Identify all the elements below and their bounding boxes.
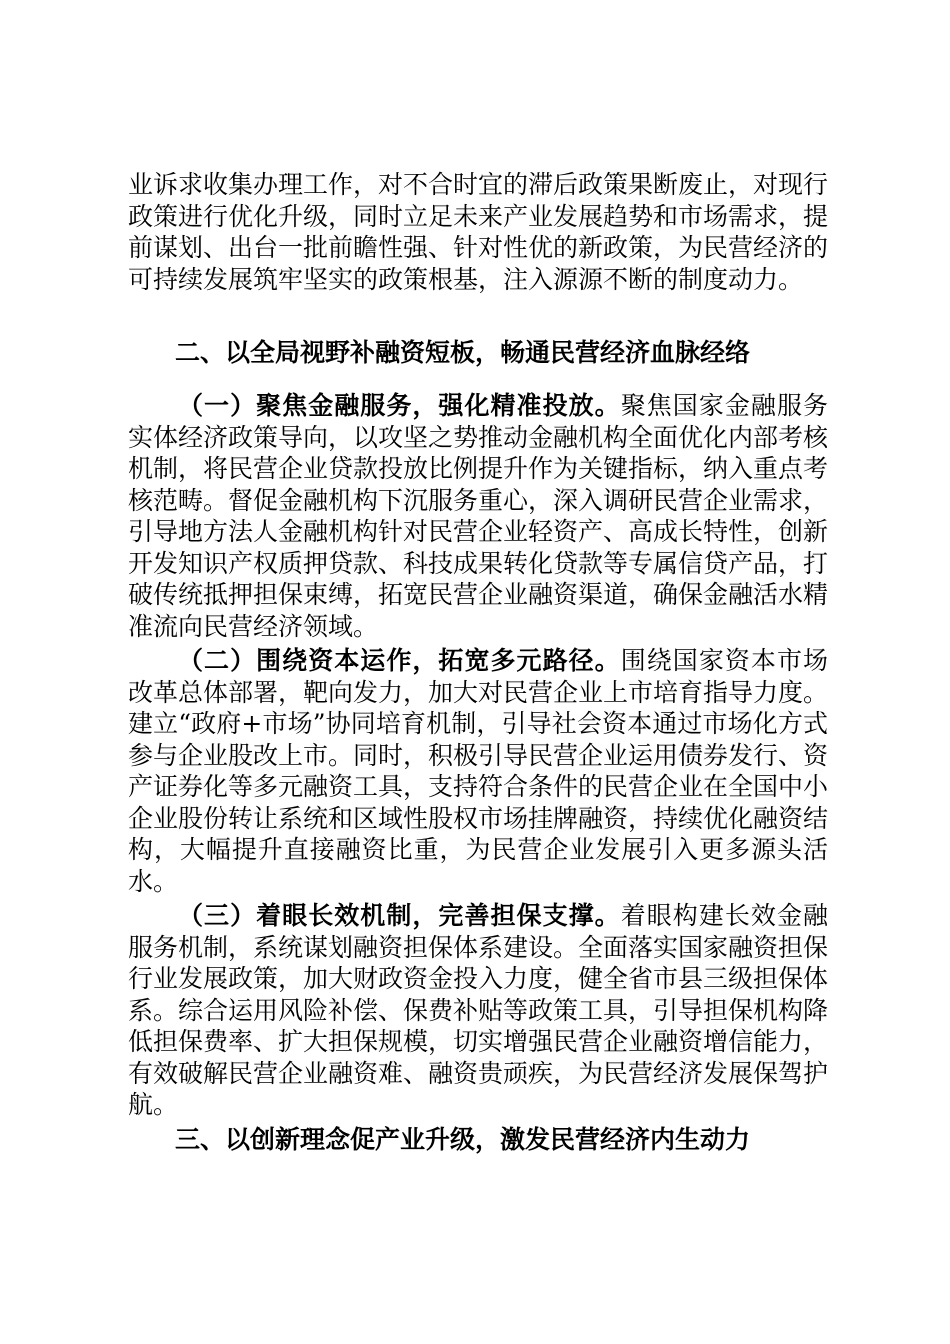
paragraph-continuation: 业诉求收集办理工作，对不合时宜的滞后政策果断废止，对现行政策进行优化升级，同时立足未来产业发展趋势和市场需求，提前谋划、出台一批前瞻性强、针对性优的新政策，为民营经济的可持续发展筑牢坚实的政策根基，注入源源不断的制度动力。 — [128, 170, 829, 294]
paragraph-item-2 — [128, 645, 828, 897]
paragraph-item-1 — [128, 390, 828, 642]
item-3-body: 着眼构建长效金融服务机制，系统谋划融资担保体系建设。全面落实国家融资担保行业发展政策，加大财政资金投入力度，健全省市县三级担保体系。综合运用风险补偿、保费补贴等政策工具，引导担保机构降低担保费率、扩大担保规模，切实增强民营企业融资增信能力，有效破解民营企业融资难、融资贵顽疾，为民营经济发展保驾护航。 — [128, 901, 829, 1119]
item-2-body: 围绕国家资本市场改革总体部署，靶向发力，加大对民营企业上市培育指导力度。建立“政府+市场”协同培育机制，引导社会资本通过市场化方式参与企业股改上市。同时，积极引导民营企业运用债券发行、资产证券化等多元融资工具，支持符合条件的民营企业在全国中小企业股份转让系统和区域性股权市场挂牌融资，持续优化融资结构，大幅提升直接融资比重，为民营企业发展引入更多源头活水。 — [128, 646, 829, 896]
section-heading-3: 三、以创新理念促产业升级，激发民营经济内生动力 — [175, 1125, 751, 1154]
item-1-body: 聚焦国家金融服务实体经济政策导向，以攻坚之势推动金融机构全面优化内部考核机制，将民营企业贷款投放比例提升作为关键指标，纳入重点考核范畴。督促金融机构下沉服务重心，深入调研民营企业需求，引导地方法人金融机构针对民营企业轻资产、高成长特性，创新开发知识产权质押贷款、科技成果转化贷款等专属信贷产品，打破传统抵押担保束缚，拓宽民营企业融资渠道，确保金融活水精准流向民营经济领域。 — [128, 391, 829, 641]
paragraph-item-3 — [128, 900, 828, 1121]
item-1-lead: （一）聚焦金融服务，强化精准投放。 — [178, 391, 621, 420]
item-2-lead: （二）围绕资本运作，拓宽多元路径。 — [178, 646, 621, 675]
item-3-lead: （三）着眼长效机制，完善担保支撑。 — [178, 901, 621, 930]
section-heading-2: 二、以全局视野补融资短板，畅通民营经济血脉经络 — [175, 338, 751, 367]
